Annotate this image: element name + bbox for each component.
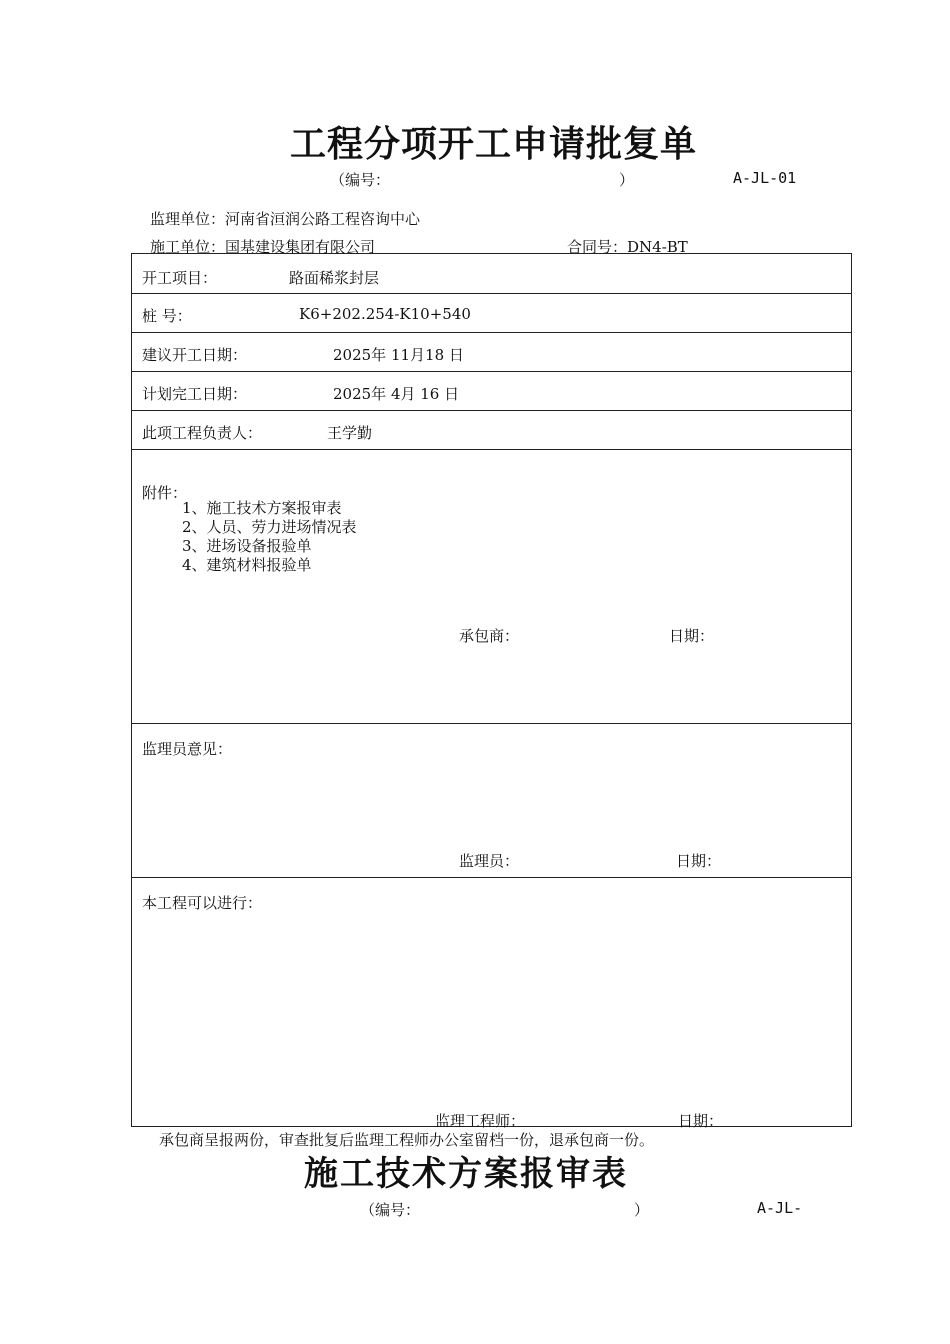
construction-unit: 施工单位：国基建设集团有限公司 [150, 238, 376, 256]
application-form-table [131, 253, 852, 1130]
row-end-date [132, 372, 851, 411]
attachment-item: 3、进场设备报验单 [182, 537, 312, 555]
end-date-label: 计划完工日期： [142, 385, 248, 403]
number-close: ） [619, 171, 635, 189]
supervisor-signer-label: 监理员： [459, 852, 520, 870]
row-approval [132, 878, 851, 1128]
station-value: K6+202.254-K10+540 [299, 305, 471, 323]
attachment-item: 1、施工技术方案报审表 [182, 499, 342, 517]
end-date-value: 2025年 4月 16 日 [333, 385, 460, 403]
second-form-title: 施工技术方案报审表 [304, 1154, 628, 1194]
second-number-close: ） [634, 1201, 650, 1219]
row-start-date [132, 333, 851, 372]
contractor-date-label: 日期： [669, 627, 715, 645]
station-label: 桩 号： [142, 307, 192, 325]
supervisor-unit: 监理单位：河南省洹润公路工程咨询中心 [150, 210, 421, 228]
row-manager [132, 411, 851, 450]
row-attachments [132, 450, 851, 724]
attachment-item: 2、人员、劳力进场情况表 [182, 518, 357, 536]
start-date-value: 2025年 11月18 日 [333, 346, 464, 364]
start-date-label: 建议开工日期： [142, 346, 248, 364]
attachments-label: 附件： [142, 484, 188, 502]
row-project [132, 254, 851, 294]
project-value: 路面稀浆封层 [289, 269, 380, 287]
attachments-list [182, 499, 357, 575]
project-label: 开工项目： [142, 269, 218, 287]
attachment-item: 4、建筑材料报验单 [182, 556, 312, 574]
row-station [132, 294, 851, 333]
second-form-code: A-JL- [757, 1199, 803, 1217]
supervisor-opinion-label: 监理员意见： [142, 740, 233, 758]
engineer-date-label: 日期： [678, 1112, 724, 1130]
number-label: （编号： [330, 171, 391, 189]
footnote: 承包商呈报两份，审查批复后监理工程师办公室留档一份，退承包商一份。 [159, 1131, 655, 1149]
contract-number: 合同号：DN4-BT [567, 238, 688, 256]
manager-value: 王学勤 [327, 424, 373, 442]
second-number-label: （编号： [360, 1201, 421, 1219]
approval-label: 本工程可以进行： [142, 894, 263, 912]
manager-label: 此项工程负责人： [142, 424, 263, 442]
row-supervisor-opinion [132, 724, 851, 878]
form-code: A-JL-01 [733, 169, 797, 187]
engineer-signer-label: 监理工程师： [435, 1112, 526, 1130]
form-title: 工程分项开工申请批复单 [290, 123, 698, 165]
contractor-label: 承包商： [459, 627, 520, 645]
supervisor-date-label: 日期： [676, 852, 722, 870]
